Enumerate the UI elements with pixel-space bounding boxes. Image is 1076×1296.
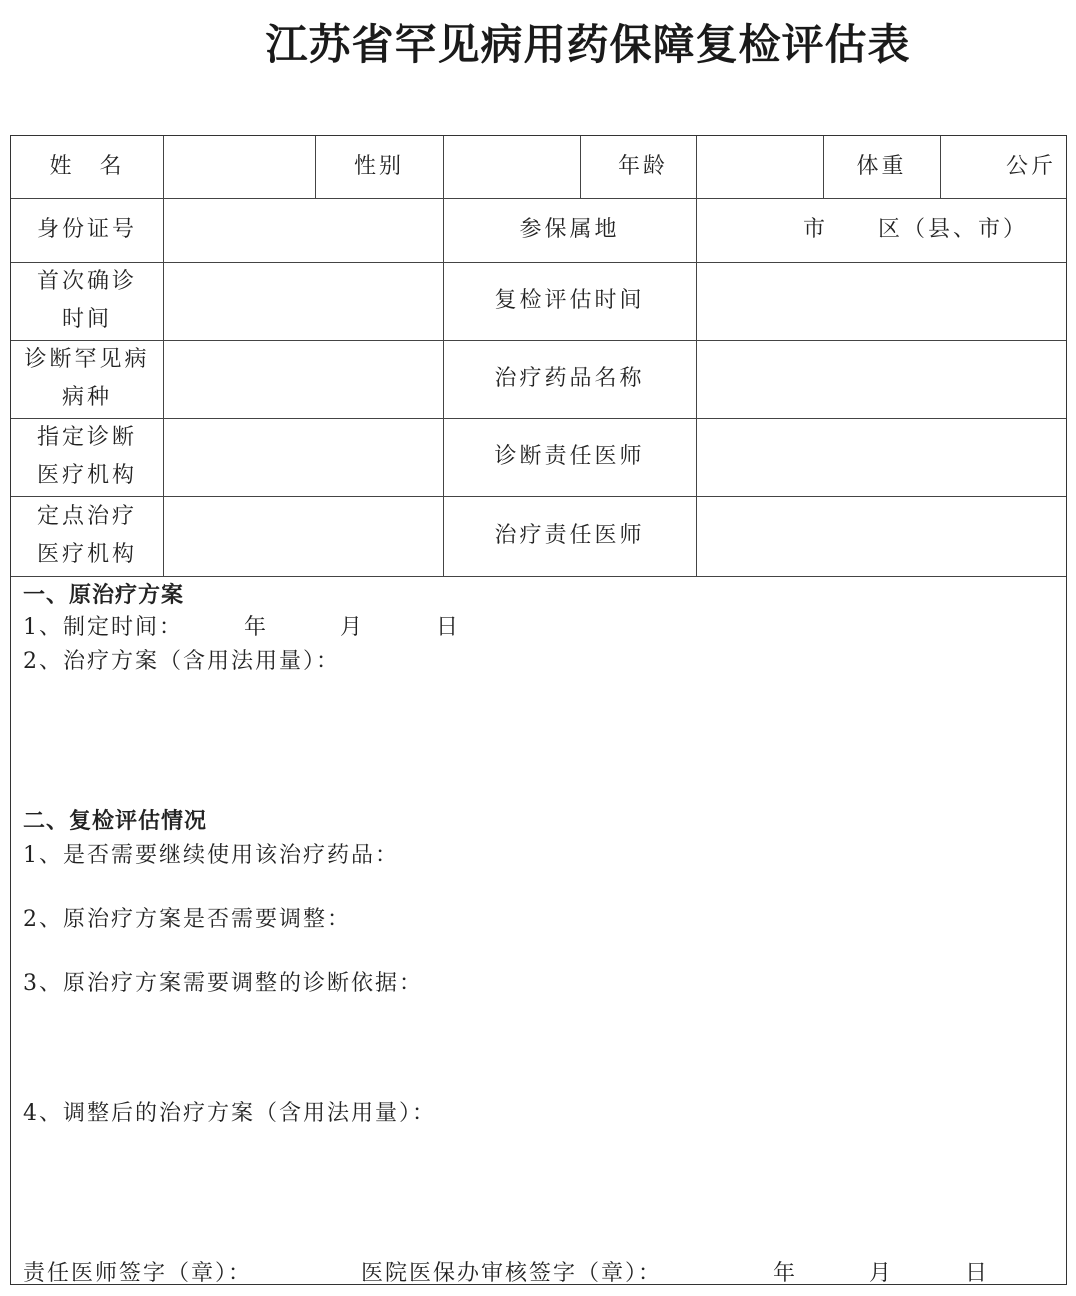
section-heading-review: 二、复检评估情况 xyxy=(23,809,208,834)
label-line: 病种 xyxy=(61,385,112,410)
label-line: 医疗机构 xyxy=(36,463,137,488)
weight-unit[interactable]: 公斤 xyxy=(1005,154,1056,179)
treatment-doctor-label: 治疗责任医师 xyxy=(494,523,645,548)
review-item-continue-drug: 1、是否需要继续使用该治疗药品： xyxy=(23,843,399,868)
drug-name-label: 治疗药品名称 xyxy=(494,366,645,391)
review-form-table xyxy=(10,135,1067,1285)
insured-place-field[interactable]: 市 区（县、市） xyxy=(802,217,1028,242)
review-item-adjust-basis: 3、原治疗方案需要调整的诊断依据： xyxy=(23,971,423,996)
gender-label: 性别 xyxy=(353,154,404,179)
weight-label: 体重 xyxy=(856,154,907,179)
age-label: 年龄 xyxy=(617,154,668,179)
signature-date: 年 月 日 xyxy=(773,1261,990,1286)
label-line: 诊断罕见病 xyxy=(24,347,150,372)
plan-date-line: 1、制定时间： 年 月 日 xyxy=(23,615,460,640)
diagnosis-institution-field[interactable] xyxy=(163,418,443,496)
plan-content-line: 2、治疗方案（含用法用量）： xyxy=(23,649,340,674)
diagnosis-doctor-field[interactable] xyxy=(696,418,1066,496)
age-field[interactable] xyxy=(696,136,823,198)
drug-name-field[interactable] xyxy=(696,340,1066,418)
name-field[interactable] xyxy=(163,136,315,198)
first-diagnosis-time-label xyxy=(11,262,163,340)
office-signature-label: 医院医保办审核签字（章）： xyxy=(361,1261,663,1286)
doctor-signature-label: 责任医师签字（章）： xyxy=(23,1261,253,1286)
review-time-label: 复检评估时间 xyxy=(494,288,645,313)
review-item-adjust-plan: 2、原治疗方案是否需要调整： xyxy=(23,907,351,932)
treatment-institution-field[interactable] xyxy=(163,496,443,576)
id-number-field[interactable] xyxy=(163,198,443,262)
review-time-field[interactable] xyxy=(696,262,1066,340)
name-label: 姓 名 xyxy=(49,154,125,179)
rare-disease-field[interactable] xyxy=(163,340,443,418)
label-line: 医疗机构 xyxy=(36,542,137,567)
label-line: 时间 xyxy=(61,307,112,332)
row-divider xyxy=(11,576,1066,577)
first-diagnosis-time-field[interactable] xyxy=(163,262,443,340)
review-item-new-plan: 4、调整后的治疗方案（含用法用量）： xyxy=(23,1101,436,1126)
form-title: 江苏省罕见病用药保障复检评估表 xyxy=(265,20,911,69)
rare-disease-label xyxy=(11,340,163,418)
treatment-doctor-field[interactable] xyxy=(696,496,1066,576)
label-line: 定点治疗 xyxy=(36,504,137,529)
treatment-institution-label xyxy=(11,496,163,576)
label-line: 首次确诊 xyxy=(36,269,137,294)
label-line: 指定诊断 xyxy=(36,425,137,450)
diagnosis-doctor-label: 诊断责任医师 xyxy=(494,444,645,469)
section-heading-original-plan: 一、原治疗方案 xyxy=(23,583,185,608)
id-number-label: 身份证号 xyxy=(36,217,137,242)
gender-field[interactable] xyxy=(443,136,580,198)
insured-place-label: 参保属地 xyxy=(519,217,620,242)
diagnosis-institution-label xyxy=(11,418,163,496)
